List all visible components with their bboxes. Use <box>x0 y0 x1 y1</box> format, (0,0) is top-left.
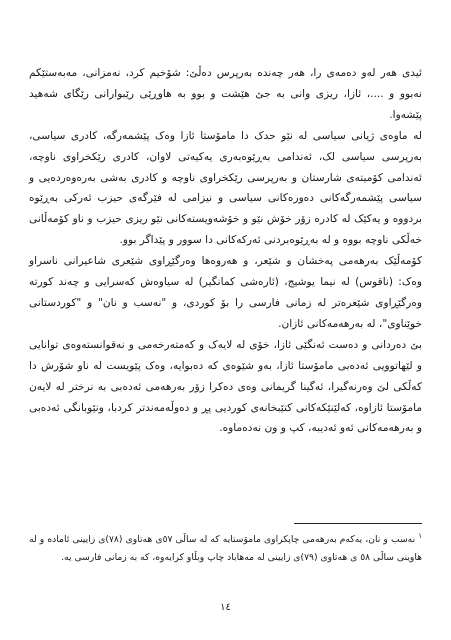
footnotes <box>29 531 422 567</box>
footnote-text: نەسب و نان، یەکەم بەرهەمی چاپکراوی مامۆستایە کە لە ساڵی ٥٧ی هەتاوی (٧٨)ی زایینی ئامادە و لە هاوینی ساڵی ٥٨ ی هەتاوی (٧٩)ی زایینی لە مەهاباد چاپ وبڵاو کرایەوە، کە بە زمانی فارسی یە. <box>29 534 422 563</box>
paragraph-3: کۆمەڵێک بەرهەمی پەخشان و شێعر، و هەروەها وەرگێڕاوی شێعری شاعیرانی ناسراو وەک: (ناقوس) لە نیما یوشیج، (ئارەشی کمانگیر) لە سیاوەش کەسرایی و چەند کورتە وەرگێڕاوی شێعرەتر لە زمانی فارسی را بۆ کوردی، و "نەسب و نان" و "کوردستانی خوێناوی"، لە بەرهەمەکانی ئازان. <box>29 255 422 330</box>
paragraph-1: ئیدی هەر لەو دەمەی را، هەر چەندە بەرپرس دەڵێ: شۆخیم کرد، نەمزانی، مەبەستێکم نەبوو و ....، ئازا، ریزی وانی بە جێ هێشت و بوو بە هاوڕێی رێبوارانی رێگای شەهید پێشەوا. <box>29 67 422 121</box>
paragraph-2: لە ماوەی ژیانی سیاسی لە نێو حدک دا مامۆستا ئازا وەک پێشمەرگە، کادری سیاسی، بەرپرسی سیاسی لک، ئەندامی بەڕێوەبەری یەکیەتی لاوان، کادری رێکخراوی ناوچە، ئەندامی کۆمیتەی شارستان و بەرپرسی رێکخراوی ناوچە و کادری بەشی بەرەوەردەیی و سیاسی پێشمەرگەکانی دەورەکانی سیاسی و نیزامی لە فێرگەی حیزب ئەرکی بەڕێوە بردووە و یەکێک لە کادرە زۆر خۆش نێو و خۆشەویستەکانی نێو ریزی حیزب و ناو کۆمەڵانی خەڵکی ناوچە بووە و لە بەڕێوەبردنی ئەرکەکانی دا سوور و پێداگر بوو. <box>29 129 422 247</box>
paragraph-4: بێ دەردانی و دەست ئەنگێی ئازا، خۆی لە لایەک و کەمتەرخەمی و نەقوانستەوەی توانایی و لێهاتوویی ئەدەبی مامۆستا ئازا، بەو شێوەی کە دەبوایە، وەک پێویست لە ناو شۆرش دا کەڵکی لێ وەرنەگیرا، ئەگینا گریمانی وەی دەکرا زۆر بەرهەمی ئەدەبی بە نرختر لە لایەن مامۆستا ئازاوە، کەلێنێکەکانی کتێبخانەی کوردیی پڕ و دەوڵەمەندتر کردبا، ونێوبانگی ئەدەبی و بەرهەمەکانی ئەو ئەدیبە، کپ و ون نەدەماوە. <box>29 338 422 435</box>
footnote-1 <box>29 531 422 567</box>
page-number: ١٤ <box>220 602 231 613</box>
body-text <box>29 63 422 439</box>
footnote-divider <box>294 523 422 524</box>
footnote-marker: ١ <box>418 531 423 540</box>
